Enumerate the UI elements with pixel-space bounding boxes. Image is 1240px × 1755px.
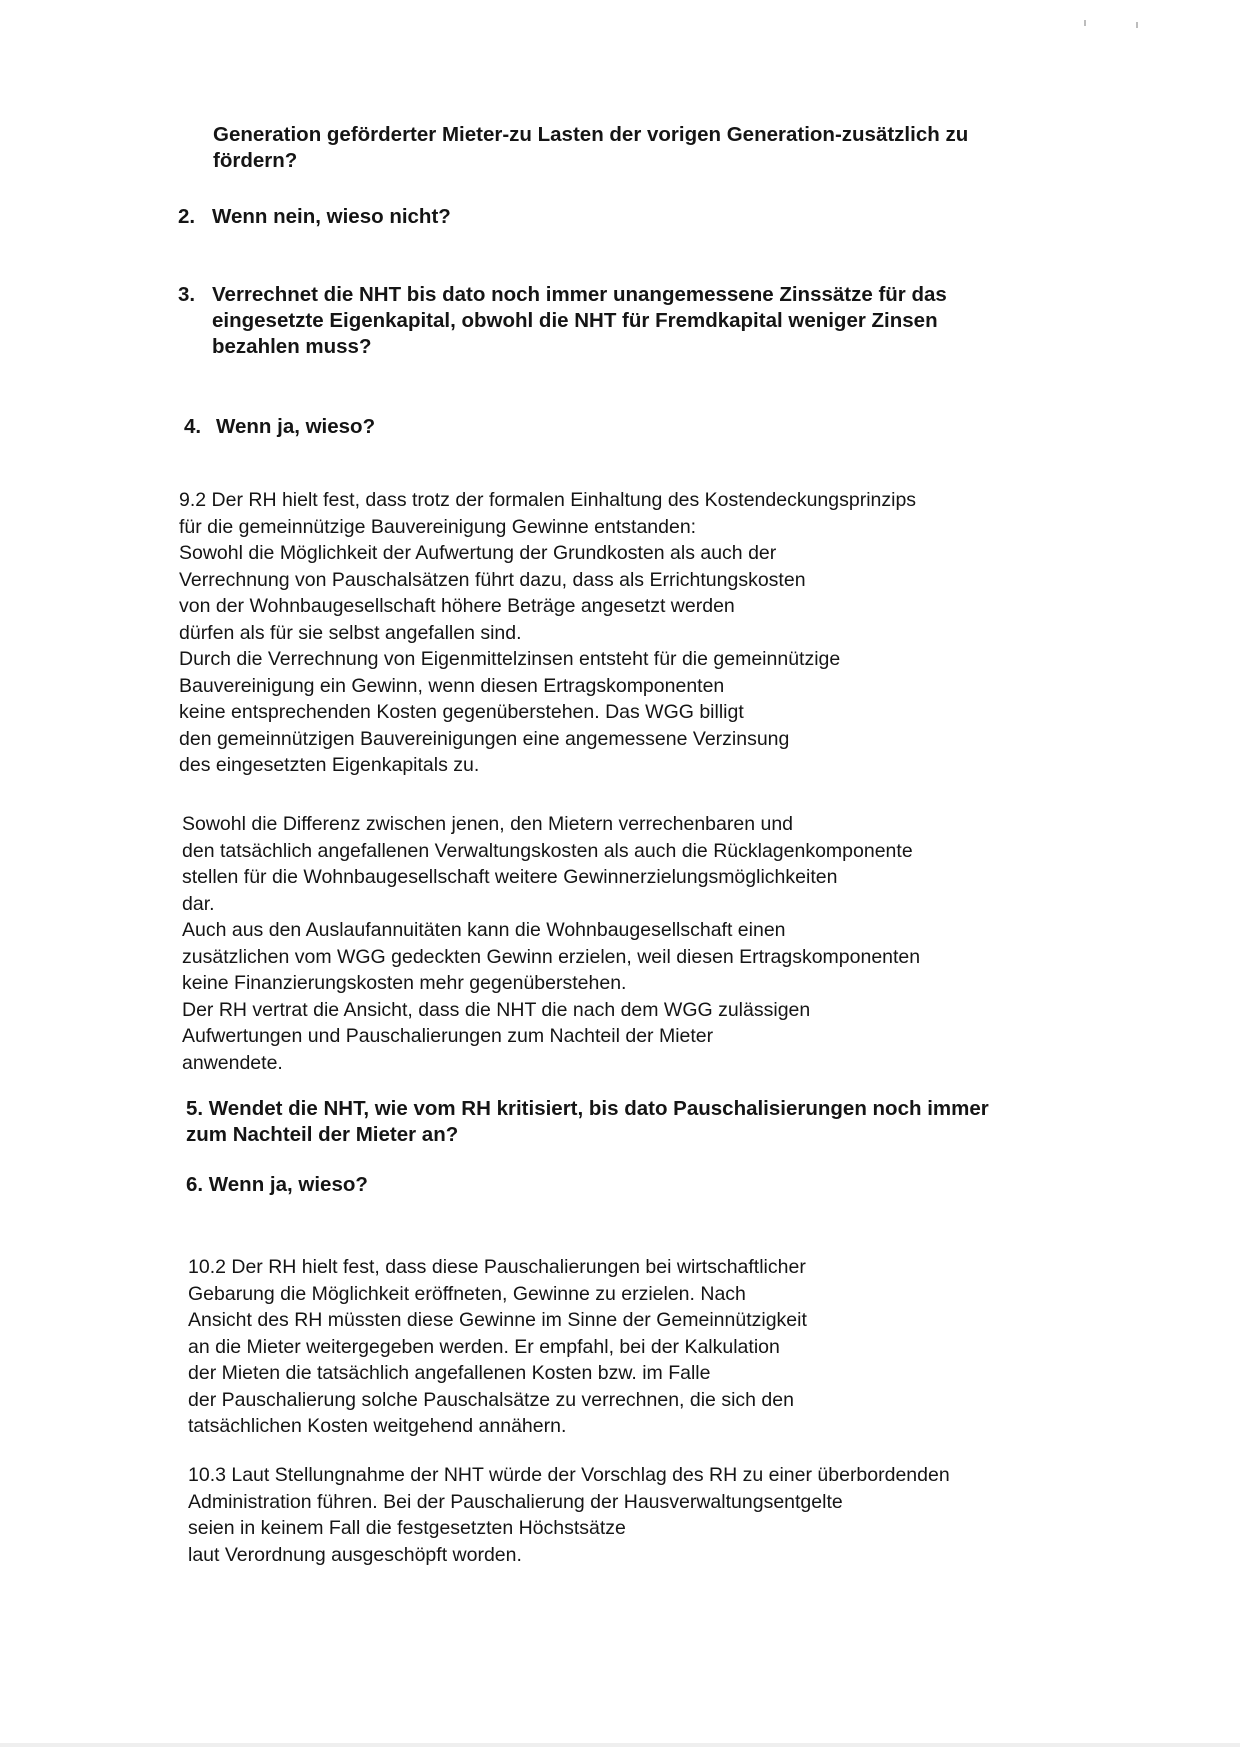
text-line: Gebarung die Möglichkeit eröffneten, Gewinne zu erzielen. Nach [188,1282,746,1305]
text-line: laut Verordnung ausgeschöpft worden. [188,1543,522,1566]
text-line: Sowohl die Möglichkeit der Aufwertung der Grundkosten als auch der [179,542,777,564]
text-line: 10.2 Der RH hielt fest, dass diese Pauschalierungen bei wirtschaftlicher [188,1256,806,1278]
section-9-2-paragraph-1 [179,487,916,779]
question-text: Verrechnet die NHT bis dato noch immer unangemessene Zinssätze für das [212,283,947,306]
text-line: tatsächlichen Kosten weitgehend annähern. [188,1415,567,1437]
text-line: von der Wohnbaugesellschaft höhere Beträge angesetzt werden [179,595,735,617]
text-line: Auch aus den Auslaufannuitäten kann die Wohnbaugesellschaft einen [182,919,786,941]
question-3 [178,282,947,360]
text-line: keine entsprechenden Kosten gegenüberstehen. Das WGG billigt [179,701,744,723]
text-line: für die gemeinnützige Bauvereinigung Gewinne entstanden: [179,515,697,538]
question-number: 4. [184,415,202,438]
text-line: Sowohl die Differenz zwischen jenen, den Mietern verrechenbaren und [182,813,794,835]
scan-artifact [1084,20,1086,26]
text-line: 9.2 Der RH hielt fest, dass trotz der formalen Einhaltung des Kostendeckungsprinzips [179,489,917,511]
question-5 [186,1096,989,1148]
text-line: Aufwertungen und Pauschalierungen zum Nachteil der Mieter [182,1025,714,1047]
text-line: fördern? [213,149,298,172]
question-text: bezahlen muss? [212,335,372,358]
text-line: seien in keinem Fall die festgesetzten Höchstsätze [188,1517,626,1539]
question-text: Wenn nein, wieso nicht? [212,205,451,228]
text-line: 10.3 Laut Stellungnahme der NHT würde der Vorschlag des RH zu einer überbordenden [188,1464,950,1486]
text-line: Verrechnung von Pauschalsätzen führt dazu, dass als Errichtungskosten [179,568,806,591]
text-line: Ansicht des RH müssten diese Gewinne im Sinne der Gemeinnützigkeit [188,1309,807,1331]
text-line: dürfen als für sie selbst angefallen sind. [179,621,522,644]
question-line [184,414,375,440]
text-line: Der RH vertrat die Ansicht, dass die NHT die nach dem WGG zulässigen [182,998,811,1021]
question-text: Wenn ja, wieso? [216,415,376,438]
section-10-2 [188,1254,807,1440]
text-line: an die Mieter weitergegeben werden. Er empfahl, bei der Kalkulation [188,1335,780,1358]
question-number: 2. [178,205,196,228]
question-line [178,204,451,230]
text-line: stellen für die Wohnbaugesellschaft weitere Gewinnerzielungsmöglichkeiten [182,866,838,888]
question-number: 3. [178,283,196,306]
scan-bottom-edge [0,1743,1240,1747]
text-line: des eingesetzten Eigenkapitals zu. [179,754,480,776]
text-line: keine Finanzierungskosten mehr gegenüberstehen. [182,972,627,994]
text-line: Administration führen. Bei der Pauschalierung der Hausverwaltungsentgelte [188,1490,843,1513]
text-line: den gemeinnützigen Bauvereinigungen eine angemessene Verzinsung [179,727,790,750]
text-line: Bauvereinigung ein Gewinn, wenn diesen Ertragskomponenten [179,674,725,697]
text-line: Durch die Verrechnung von Eigenmittelzinsen entsteht für die gemeinnützige [179,648,841,670]
section-9-2-paragraph-2 [182,811,920,1076]
text-line: Generation geförderter Mieter-zu Lasten der vorigen Generation-zusätzlich zu [213,123,969,146]
text-line: den tatsächlich angefallenen Verwaltungskosten als auch die Rücklagenkomponente [182,839,913,862]
text-line: der Mieten die tatsächlich angefallenen Kosten bzw. im Falle [188,1362,711,1384]
section-10-3 [188,1462,950,1568]
question-text: 6. Wenn ja, wieso? [186,1173,368,1196]
question-text: 5. Wendet die NHT, wie vom RH kritisiert, bis dato Pauschalisierungen noch immer [186,1097,989,1120]
question-1-continuation [213,122,968,174]
scan-artifact [1136,22,1138,28]
question-line [178,282,947,308]
question-text: eingesetzte Eigenkapital, obwohl die NHT für Fremdkapital weniger Zinsen [212,309,938,332]
question-6 [186,1172,368,1198]
text-line: zusätzlichen vom WGG gedeckten Gewinn erzielen, weil diesen Ertragskomponenten [182,945,921,968]
question-text: zum Nachteil der Mieter an? [186,1123,459,1146]
question-4 [184,414,375,440]
text-line: anwendete. [182,1051,283,1074]
question-2 [178,204,451,230]
text-line: der Pauschalierung solche Pauschalsätze zu verrechnen, die sich den [188,1388,794,1411]
text-line: dar. [182,892,215,915]
